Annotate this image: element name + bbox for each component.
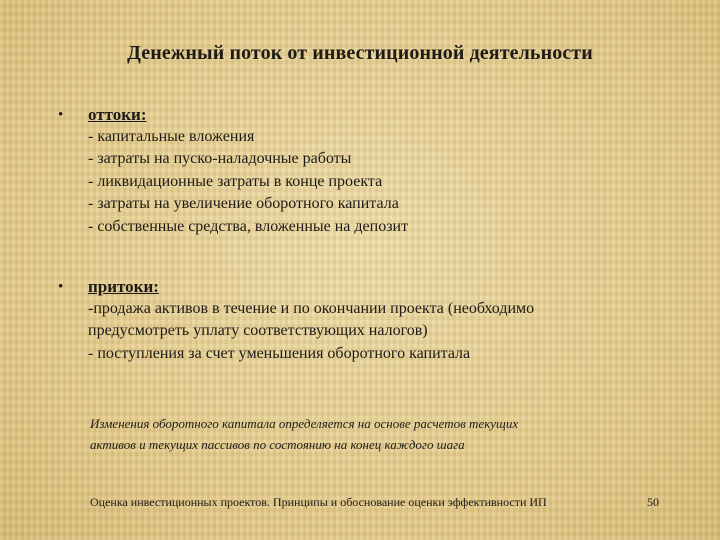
page-number: 50 [647,495,659,509]
bullet-icon: • [58,279,64,295]
list-item: - затраты на увеличение оборотного капитала [88,195,399,213]
bullet-icon: • [58,107,64,123]
outflows-heading [58,104,698,126]
footer-text: Оценка инвестиционных проектов. Принципы и обоснование оценки эффективности ИП [90,495,547,509]
list-item: - затраты на пуско-наладочные работы [88,150,352,168]
note-line: Изменения оборотного капитала определяется на основе расчетов текущих [90,416,519,431]
outflows-heading-label: оттоки: [88,105,147,124]
list-item: предусмотреть уплату соответствующих налогов) [88,322,428,340]
working-capital-note [90,413,630,455]
list-item: -продажа активов в течение и по окончании проекта (необходимо [88,300,535,317]
list-item: - собственные средства, вложенные на депозит [88,217,409,235]
outflows-section [58,104,698,238]
note-line: активов и текущих пассивов по состоянию на конец каждого шага [90,437,465,452]
inflows-heading-label: притоки: [88,277,159,296]
slide-title: Денежный поток от инвестиционной деятельности [127,42,593,64]
list-item: - ликвидационные затраты в конце проекта [88,172,383,190]
list-item: - поступления за счет уменьшения оборотного капитала [88,344,471,362]
list-item: - капитальные вложения [88,128,255,145]
inflows-section [58,276,698,365]
inflows-heading [58,276,698,298]
